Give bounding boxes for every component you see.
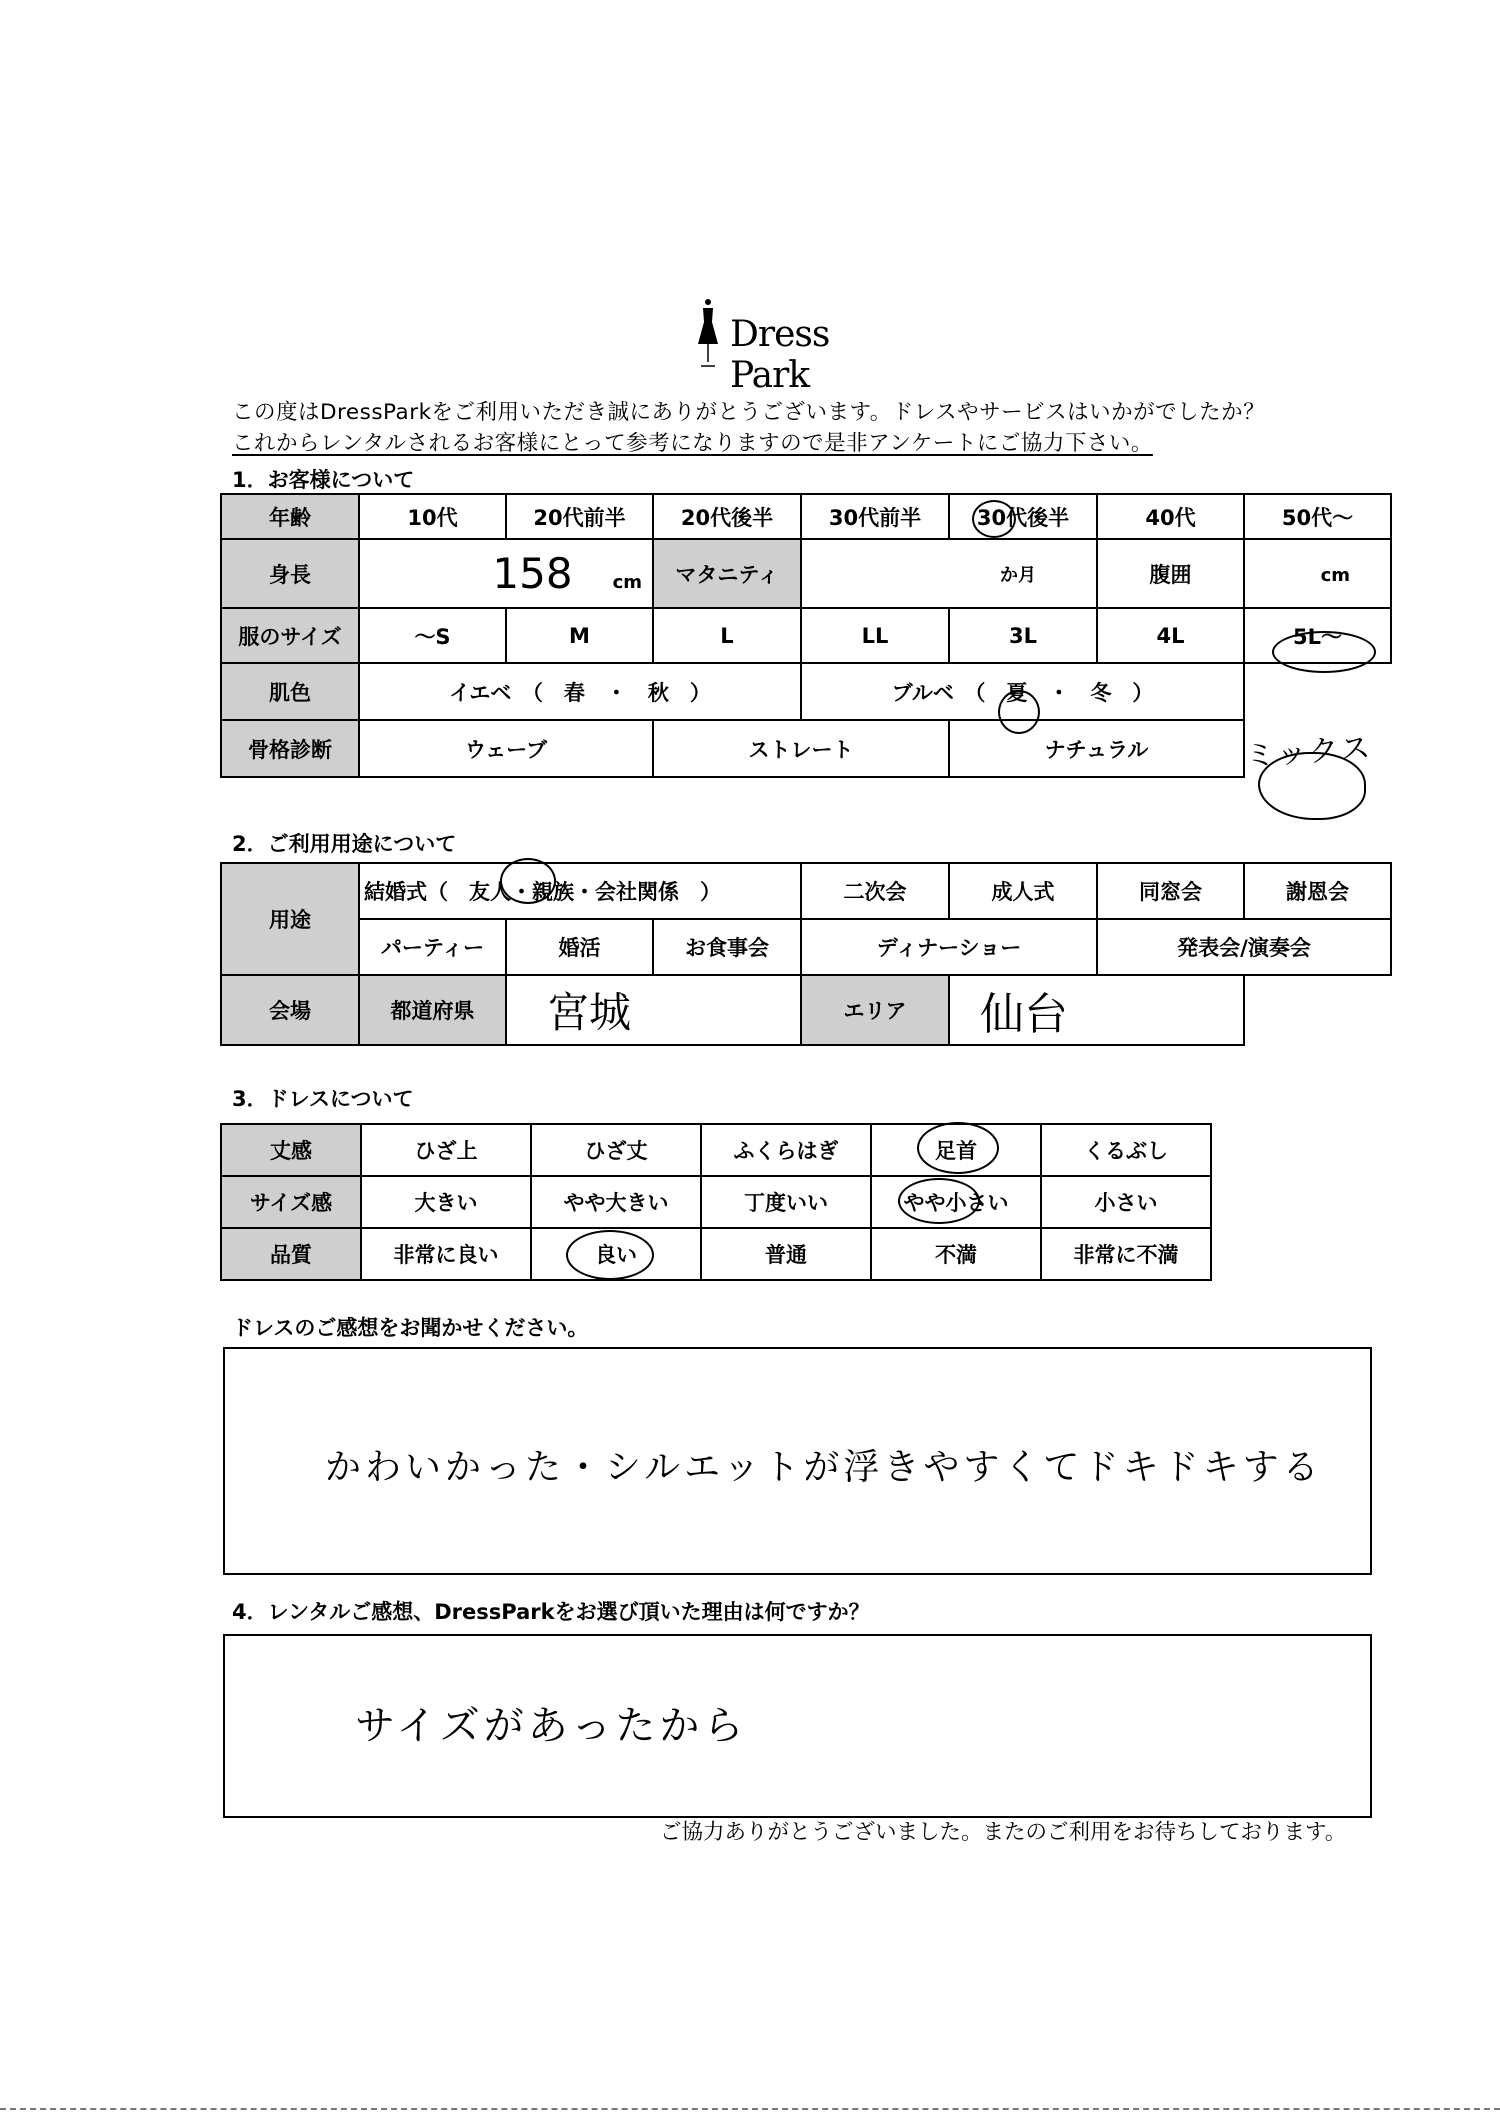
fit-option-selected[interactable]: やや小さい xyxy=(871,1176,1041,1228)
fit-option[interactable]: 大きい xyxy=(361,1176,531,1228)
fit-label: サイズ感 xyxy=(221,1176,361,1228)
scan-edge-line xyxy=(0,2108,1500,2110)
quality-label: 品質 xyxy=(221,1228,361,1280)
age-option[interactable]: 30代前半 xyxy=(801,494,949,539)
frame-row xyxy=(221,720,1391,777)
frame-label: 骨格診断 xyxy=(221,720,359,777)
quality-option[interactable]: 非常に不満 xyxy=(1041,1228,1211,1280)
reason-answer: サイズがあったから xyxy=(355,1703,748,1749)
frame-option[interactable]: ナチュラル xyxy=(949,720,1244,777)
quality-option[interactable]: 不満 xyxy=(871,1228,1041,1280)
prefecture-value[interactable]: 宮城 xyxy=(506,975,801,1045)
length-label: 丈感 xyxy=(221,1124,361,1176)
purpose-label: 用途 xyxy=(221,863,359,975)
length-option[interactable]: ひざ丈 xyxy=(531,1124,701,1176)
maternity-unit: か月 xyxy=(1000,564,1036,586)
frame-handwritten-cell xyxy=(1244,720,1391,777)
height-value: 158 xyxy=(492,549,573,598)
age-option[interactable]: 20代後半 xyxy=(653,494,801,539)
dresspark-logo xyxy=(690,296,910,396)
purpose-option[interactable]: 同窓会 xyxy=(1097,863,1244,919)
quality-option-selected[interactable]: 良い xyxy=(531,1228,701,1280)
quality-option[interactable]: 普通 xyxy=(701,1228,871,1280)
purpose-option[interactable]: お食事会 xyxy=(653,919,801,975)
purpose-option[interactable]: 婚活 xyxy=(506,919,653,975)
age-row xyxy=(221,494,1391,539)
section-4-title: 4．レンタルご感想、DressParkをお選び頂いた理由は何ですか？ xyxy=(232,1600,870,1624)
skin-yellow-base[interactable]: イエベ （ 春 ・ 秋 ） xyxy=(359,663,801,720)
dress-table xyxy=(220,1123,1212,1281)
age-option[interactable]: 50代～ xyxy=(1244,494,1391,539)
waist-unit: cm xyxy=(1320,564,1350,586)
purpose-option[interactable]: 二次会 xyxy=(801,863,949,919)
skin-row xyxy=(221,663,1391,720)
size-option-selected[interactable]: 5L～ xyxy=(1244,608,1391,663)
size-row xyxy=(221,608,1391,663)
purpose-option[interactable]: 成人式 xyxy=(949,863,1097,919)
intro-line-1: この度はDressParkをご利用いただき誠にありがとうございます。ドレスやサービスはいかがでしたか？ xyxy=(232,400,1266,425)
length-option[interactable]: ひざ上 xyxy=(361,1124,531,1176)
quality-option[interactable]: 非常に良い xyxy=(361,1228,531,1280)
age-option[interactable]: 20代前半 xyxy=(506,494,653,539)
area-value[interactable]: 仙台 xyxy=(949,975,1244,1045)
size-option[interactable]: ～S xyxy=(359,608,506,663)
section-1-title: 1．お客様について xyxy=(232,468,415,492)
impressions-box[interactable] xyxy=(223,1347,1372,1575)
reason-box[interactable] xyxy=(223,1634,1372,1818)
length-option[interactable]: ふくらはぎ xyxy=(701,1124,871,1176)
fit-option[interactable]: 丁度いい xyxy=(701,1176,871,1228)
frame-handwritten: ミックス xyxy=(1244,730,1374,774)
waist-label: 腹囲 xyxy=(1097,539,1244,608)
intro-line-2: これからレンタルされるお客様にとって参考になりますので是非アンケートにご協力下さい。 xyxy=(232,431,1153,456)
size-label: 服のサイズ xyxy=(221,608,359,663)
length-option-selected[interactable]: 足首 xyxy=(871,1124,1041,1176)
logo-text: Dress Park xyxy=(730,314,830,396)
prefecture-label: 都道府県 xyxy=(359,975,506,1045)
thanks-message: ご協力ありがとうございました。またのご利用をお待ちしております。 xyxy=(660,1820,1347,1845)
customer-table xyxy=(220,493,1392,778)
purpose-table xyxy=(220,862,1392,1046)
waist-field[interactable] xyxy=(1244,539,1391,608)
size-option[interactable]: L xyxy=(653,608,801,663)
venue-spacer xyxy=(1244,975,1391,1045)
size-option[interactable]: 3L xyxy=(949,608,1097,663)
height-row xyxy=(221,539,1391,608)
purpose-option[interactable]: パーティー xyxy=(359,919,506,975)
age-option[interactable]: 40代 xyxy=(1097,494,1244,539)
skin-blue-base[interactable]: ブルベ （ 夏 ・ 冬 ） xyxy=(801,663,1244,720)
frame-option[interactable]: ウェーブ xyxy=(359,720,653,777)
venue-label: 会場 xyxy=(221,975,359,1045)
age-option-selected[interactable]: 30代後半 xyxy=(949,494,1097,539)
height-label: 身長 xyxy=(221,539,359,608)
size-option[interactable]: M xyxy=(506,608,653,663)
age-label: 年齢 xyxy=(221,494,359,539)
purpose-option-wedding[interactable]: 結婚式（ 友人・親族・会社関係 ） xyxy=(359,863,801,919)
age-option[interactable]: 10代 xyxy=(359,494,506,539)
section-2-title: 2．ご利用用途について xyxy=(232,832,457,856)
size-option[interactable]: 4L xyxy=(1097,608,1244,663)
area-label: エリア xyxy=(801,975,949,1045)
maternity-field[interactable] xyxy=(801,539,1097,608)
purpose-option[interactable]: 謝恩会 xyxy=(1244,863,1391,919)
height-unit: cm xyxy=(612,572,642,593)
maternity-label: マタニティ xyxy=(653,539,801,608)
fit-option[interactable]: 小さい xyxy=(1041,1176,1211,1228)
skin-label: 肌色 xyxy=(221,663,359,720)
length-option[interactable]: くるぶし xyxy=(1041,1124,1211,1176)
frame-option[interactable]: ストレート xyxy=(653,720,949,777)
purpose-option[interactable]: ディナーショー xyxy=(801,919,1097,975)
size-option[interactable]: LL xyxy=(801,608,949,663)
impressions-answer: かわいかった・シルエットが浮きやすくてドキドキする xyxy=(325,1447,1323,1488)
dress-mannequin-icon xyxy=(690,296,726,376)
purpose-option[interactable]: 発表会/演奏会 xyxy=(1097,919,1391,975)
section-3-title: 3．ドレスについて xyxy=(232,1087,414,1111)
height-field[interactable] xyxy=(359,539,653,608)
impressions-prompt: ドレスのご感想をお聞かせください。 xyxy=(232,1316,589,1340)
fit-option[interactable]: やや大きい xyxy=(531,1176,701,1228)
skin-spacer xyxy=(1244,663,1391,720)
